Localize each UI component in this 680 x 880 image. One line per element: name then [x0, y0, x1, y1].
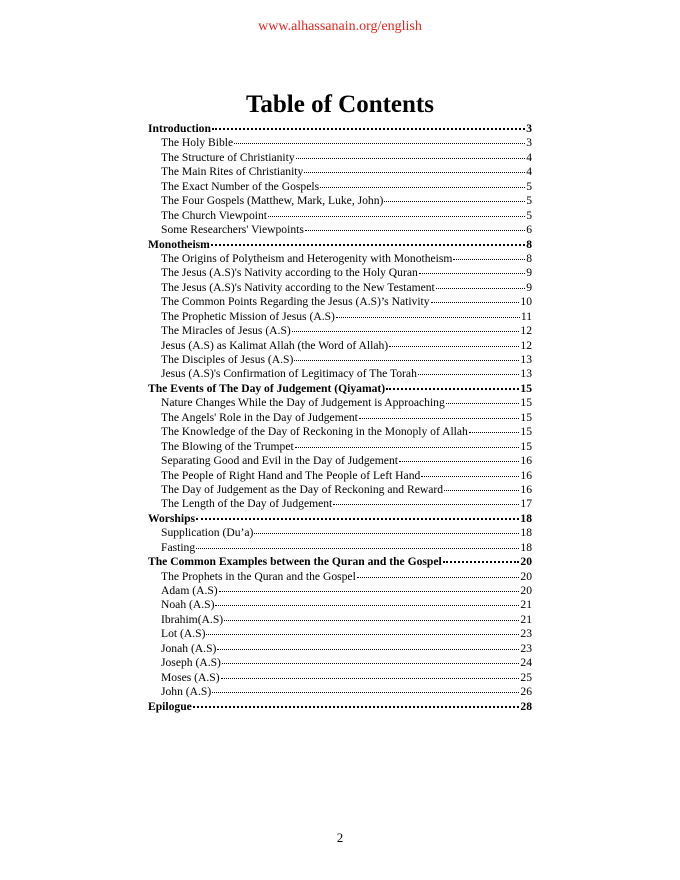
toc-entry-title: The Main Rites of Christianity [161, 165, 304, 179]
toc-section-entry[interactable] [148, 223, 532, 237]
toc-section-entry[interactable] [148, 598, 532, 612]
dot-leader [359, 418, 520, 419]
dot-leader [436, 288, 525, 289]
toc-entry-page: 18 [520, 511, 532, 525]
toc-entry-page: 15 [520, 410, 532, 424]
toc-entry-page: 20 [520, 555, 532, 569]
toc-section-entry[interactable] [148, 367, 532, 381]
toc-section-entry[interactable] [148, 295, 532, 309]
dot-leader [224, 620, 519, 621]
dot-leader [268, 216, 525, 217]
toc-entry-page: 9 [526, 280, 532, 294]
toc-entry-page: 23 [520, 641, 532, 655]
toc-entry-title: Epilogue [148, 699, 192, 713]
toc-entry-title: Nature Changes While the Day of Judgement is Approaching [161, 396, 445, 410]
toc-entry-title: Adam (A.S) [161, 584, 218, 597]
toc-entry-page: 16 [520, 468, 532, 482]
toc-entry-title: Jesus (A.S)'s Confirmation of Legitimacy of The Torah [161, 367, 417, 381]
toc-entry-page: 17 [520, 497, 532, 511]
dot-leader [304, 172, 525, 173]
toc-section-entry[interactable] [148, 425, 532, 439]
toc-entry-page: 15 [520, 396, 532, 410]
toc-section-entry[interactable] [148, 497, 532, 511]
toc-section-entry[interactable] [148, 252, 532, 266]
toc-section-entry[interactable] [148, 411, 532, 425]
toc-entry-title: The Common Examples between the Quran and the Gospel [148, 555, 442, 569]
toc-entry-title: The Holy Bible [161, 136, 234, 150]
dot-leader [446, 403, 520, 404]
toc-chapter-entry[interactable] [148, 555, 532, 569]
site-url-link[interactable]: www.alhassanain.org/english [258, 19, 422, 34]
toc-entry-title: Some Researchers' Viewpoints [161, 223, 304, 237]
toc-chapter-entry[interactable] [148, 700, 532, 714]
toc-section-entry[interactable] [148, 136, 532, 150]
toc-section-entry[interactable] [148, 541, 532, 555]
toc-entry-title: Noah (A.S) [161, 598, 215, 612]
toc-entry-title: Lot (A.S) [161, 627, 206, 641]
dot-leader [357, 577, 520, 578]
dot-leader [453, 259, 525, 260]
toc-entry-page: 15 [520, 381, 532, 395]
toc-section-entry[interactable] [148, 339, 532, 353]
dot-leader [296, 158, 526, 159]
dot-leader [221, 678, 520, 679]
dot-leader [196, 548, 519, 549]
toc-entry-page: 10 [520, 295, 532, 309]
dot-leader [431, 302, 520, 303]
dot-leader [443, 561, 520, 563]
toc-entry-title: The Day of Judgement as the Day of Reckoning and Reward [161, 482, 444, 496]
toc-entry-title: The Church Viewpoint [161, 208, 267, 222]
toc-entry-page: 8 [526, 251, 532, 265]
toc-entry-page: 23 [520, 627, 532, 641]
dot-leader [444, 490, 519, 491]
toc-section-entry[interactable] [148, 180, 532, 194]
toc-section-entry[interactable] [148, 642, 532, 656]
toc-entry-page: 20 [520, 569, 532, 583]
dot-leader [295, 447, 520, 448]
dot-leader [336, 317, 520, 318]
toc-entry-page: 9 [526, 266, 532, 280]
table-of-contents [148, 122, 532, 714]
toc-entry-page: 12 [520, 338, 532, 352]
toc-entry-title: The Length of the Day of Judgement [161, 497, 333, 511]
toc-section-entry[interactable] [148, 266, 532, 280]
toc-entry-page: 6 [526, 223, 532, 237]
toc-entry-title: Jonah (A.S) [161, 641, 217, 655]
toc-entry-page: 12 [520, 324, 532, 338]
dot-leader [292, 331, 520, 332]
toc-section-entry[interactable] [148, 469, 532, 483]
toc-entry-title: The Jesus (A.S)'s Nativity according to the Holy Quran [161, 266, 418, 280]
toc-entry-page: 15 [520, 439, 532, 453]
toc-chapter-entry[interactable] [148, 382, 532, 396]
toc-entry-title: Moses (A.S) [161, 670, 220, 684]
dot-leader [206, 634, 519, 635]
toc-entry-title: The Blowing of the Trumpet [161, 439, 294, 453]
toc-entry-title: The Origins of Polytheism and Heterogenity with Monotheism [161, 251, 453, 265]
toc-section-entry[interactable] [148, 627, 532, 641]
dot-leader [305, 230, 525, 231]
toc-entry-page: 18 [520, 526, 532, 540]
toc-entry-title: The Common Points Regarding the Jesus (A.S)’s Nativity [161, 295, 430, 309]
toc-chapter-entry[interactable] [148, 512, 532, 526]
toc-entry-title: The Knowledge of the Day of Reckoning in the Monoply of Allah [161, 425, 468, 439]
dot-leader [421, 476, 519, 477]
toc-section-entry[interactable] [148, 613, 532, 627]
toc-entry-page: 5 [526, 208, 532, 222]
dot-leader [196, 518, 519, 520]
toc-section-entry[interactable] [148, 165, 532, 179]
toc-entry-page: 28 [520, 699, 532, 713]
dot-leader [211, 244, 525, 246]
toc-entry-title: The Prophetic Mission of Jesus (A.S) [161, 309, 335, 323]
toc-entry-page: 18 [520, 540, 532, 554]
dot-leader [215, 605, 519, 606]
toc-entry-page: 5 [526, 179, 532, 193]
toc-entry-title: Worships [148, 511, 196, 525]
toc-entry-title: The Events of The Day of Judgement (Qiyamat) [148, 381, 386, 395]
toc-section-entry[interactable] [148, 685, 532, 699]
toc-entry-title: Jesus (A.S) as Kalimat Allah (the Word of Allah) [161, 338, 389, 352]
toc-section-entry[interactable] [148, 656, 532, 670]
toc-entry-page: 8 [526, 237, 532, 251]
toc-section-entry[interactable] [148, 281, 532, 295]
toc-section-entry[interactable] [148, 396, 532, 410]
toc-entry-page: 11 [520, 309, 532, 323]
toc-entry-page: 20 [520, 584, 532, 597]
toc-entry-page: 25 [520, 670, 532, 684]
toc-entry-title: Fasting [161, 540, 196, 554]
toc-entry-page: 13 [520, 353, 532, 366]
toc-section-entry[interactable] [148, 151, 532, 165]
toc-entry-page: 4 [526, 150, 532, 164]
toc-entry-page: 21 [520, 612, 532, 626]
dot-leader [389, 346, 519, 347]
page-number: 2 [336, 830, 344, 845]
toc-entry-title: The Prophets in the Quran and the Gospel [161, 569, 356, 583]
toc-entry-title: John (A.S) [161, 685, 212, 699]
dot-leader [254, 533, 519, 534]
dot-leader [418, 374, 520, 375]
toc-entry-title: Introduction [148, 122, 211, 135]
toc-section-entry[interactable] [148, 570, 532, 584]
toc-entry-title: The Four Gospels (Matthew, Mark, Luke, John) [161, 194, 384, 208]
toc-section-entry[interactable] [148, 353, 532, 367]
toc-section-entry[interactable] [148, 194, 532, 208]
toc-entry-page: 3 [526, 122, 532, 135]
toc-entry-title: Monotheism [148, 237, 210, 251]
toc-entry-page: 16 [520, 454, 532, 468]
toc-entry-title: Separating Good and Evil in the Day of Judgement [161, 454, 398, 468]
dot-leader [386, 388, 519, 390]
toc-entry-title: The Miracles of Jesus (A.S) [161, 324, 291, 338]
toc-entry-page: 26 [520, 685, 532, 699]
toc-entry-page: 24 [520, 656, 532, 670]
toc-section-entry[interactable] [148, 440, 532, 454]
page-title: Table of Contents [246, 91, 434, 118]
toc-entry-title: The People of Right Hand and The People of Left Hand [161, 468, 421, 482]
toc-entry-page: 3 [526, 136, 532, 150]
dot-leader [222, 663, 520, 664]
toc-section-entry[interactable] [148, 584, 532, 598]
toc-section-entry[interactable] [148, 324, 532, 338]
toc-section-entry[interactable] [148, 671, 532, 685]
toc-section-entry[interactable] [148, 209, 532, 223]
dot-leader [193, 706, 520, 708]
dot-leader [469, 432, 520, 433]
dot-leader [219, 591, 520, 592]
dot-leader [212, 692, 519, 693]
dot-leader [384, 201, 525, 202]
toc-entry-page: 15 [520, 425, 532, 439]
toc-entry-page: 16 [520, 482, 532, 496]
toc-entry-page: 5 [526, 194, 532, 208]
toc-entry-title: The Angels' Role in the Day of Judgement [161, 410, 358, 424]
dot-leader [333, 504, 519, 505]
toc-entry-title: The Jesus (A.S)'s Nativity according to the New Testament [161, 280, 435, 294]
toc-entry-title: The Exact Number of the Gospels [161, 179, 320, 193]
toc-entry-page: 4 [526, 165, 532, 179]
dot-leader [320, 187, 525, 188]
toc-entry-title: Ibrahim(A.S) [161, 612, 224, 626]
toc-entry-page: 13 [520, 367, 532, 381]
toc-section-entry[interactable] [148, 526, 532, 540]
dot-leader [217, 649, 519, 650]
toc-section-entry[interactable] [148, 483, 532, 497]
toc-chapter-entry[interactable] [148, 122, 532, 136]
toc-chapter-entry[interactable] [148, 238, 532, 252]
toc-section-entry[interactable] [148, 310, 532, 324]
dot-leader [294, 360, 519, 361]
toc-entry-title: Supplication (Du’a) [161, 526, 254, 540]
dot-leader [234, 143, 525, 144]
toc-entry-title: The Disciples of Jesus (A.S) [161, 353, 294, 366]
toc-section-entry[interactable] [148, 454, 532, 468]
toc-entry-page: 21 [520, 598, 532, 612]
dot-leader [419, 273, 525, 274]
dot-leader [212, 128, 525, 130]
toc-entry-title: Joseph (A.S) [161, 656, 221, 670]
toc-entry-title: The Structure of Christianity [161, 150, 295, 164]
dot-leader [399, 461, 519, 462]
